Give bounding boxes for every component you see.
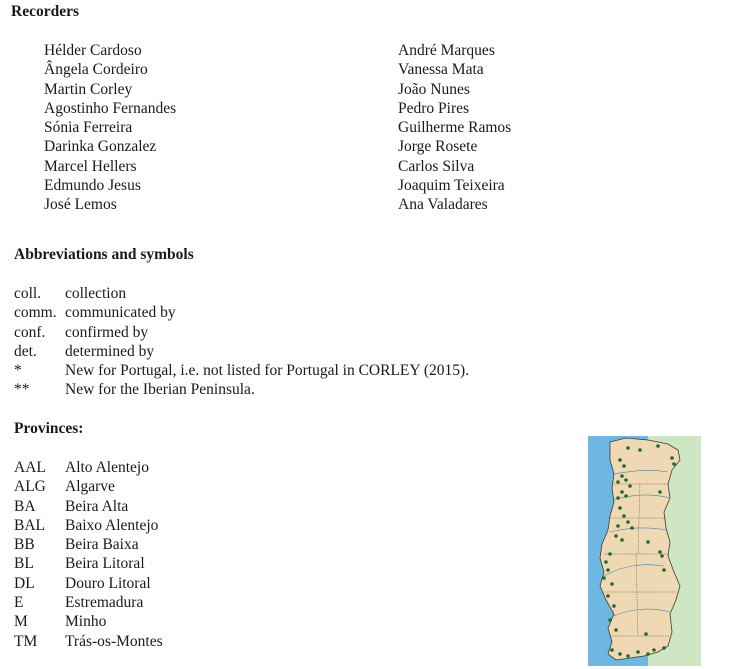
record-dot — [620, 490, 624, 494]
recorder-name: André Marques — [398, 42, 495, 59]
record-dot — [672, 462, 676, 466]
record-dot — [646, 540, 650, 544]
province-code: DL — [14, 574, 35, 592]
record-dot — [658, 490, 662, 494]
province-name: Trás-os-Montes — [65, 632, 163, 650]
abbreviation-term: comm. — [14, 304, 57, 322]
record-dot — [630, 526, 634, 530]
record-dot — [608, 618, 612, 622]
record-dot — [660, 554, 664, 558]
record-dot — [628, 484, 632, 488]
province-name: Minho — [65, 613, 107, 631]
record-dot — [610, 648, 614, 652]
province-code: TM — [14, 632, 38, 650]
record-dot — [618, 652, 622, 656]
abbreviation-term: det. — [14, 342, 37, 360]
abbreviation-term: * — [14, 362, 22, 380]
record-dot — [670, 456, 674, 460]
province-code: BL — [14, 555, 34, 573]
abbreviation-definition: communicated by — [65, 304, 176, 322]
record-dot — [662, 646, 666, 650]
recorder-name: Sónia Ferreira — [44, 119, 133, 137]
abbreviation-definition: New for Portugal, i.e. not listed for Portugal in CORLEY (2015). — [65, 362, 470, 380]
abbreviation-definition: confirmed by — [65, 323, 149, 341]
province-code: ALG — [14, 478, 46, 496]
record-dot — [620, 538, 624, 542]
portugal-distribution-map — [588, 436, 701, 666]
recorder-name: Martin Corley — [44, 80, 133, 98]
record-dot — [606, 568, 610, 572]
recorder-name: Ana Valadares — [398, 196, 488, 214]
recorder-name: João Nunes — [398, 80, 470, 98]
province-name: Beira Litoral — [65, 555, 145, 573]
abbreviation-term: coll. — [14, 285, 42, 302]
record-dot — [656, 444, 660, 448]
province-name: Algarve — [65, 478, 115, 496]
recorders-heading: Recorders — [11, 3, 79, 20]
abbreviation-term: ** — [14, 381, 30, 399]
province-name: Beira Alta — [65, 497, 129, 515]
recorder-name: Carlos Silva — [398, 157, 475, 175]
recorder-name: Jorge Rosete — [398, 138, 478, 156]
recorders-list-left — [44, 41, 176, 215]
province-code: AAL — [14, 459, 46, 476]
record-dot — [616, 524, 620, 528]
record-dot — [622, 514, 626, 518]
recorder-name: Ângela Cordeiro — [44, 61, 148, 79]
record-dot — [604, 560, 608, 564]
record-dot — [624, 478, 628, 482]
record-dot — [622, 464, 626, 468]
record-dot — [614, 534, 618, 538]
record-dot — [638, 448, 642, 452]
record-dot — [662, 568, 666, 572]
recorder-name: Guilherme Ramos — [398, 119, 512, 137]
record-dot — [626, 654, 630, 658]
record-dot — [652, 648, 656, 652]
province-name: Alto Alentejo — [65, 459, 149, 476]
recorder-name: Vanessa Mata — [398, 61, 484, 79]
record-dot — [616, 480, 620, 484]
recorder-name: Joaquim Teixeira — [398, 177, 505, 195]
record-dot — [612, 604, 616, 608]
record-dot — [618, 458, 622, 462]
province-code: BB — [14, 536, 35, 554]
recorder-name: Hélder Cardoso — [44, 42, 142, 59]
province-code: BA — [14, 497, 36, 515]
record-dot — [618, 506, 622, 510]
province-name: Douro Litoral — [65, 574, 151, 592]
province-name: Beira Baixa — [65, 536, 139, 554]
abbreviation-term: conf. — [14, 323, 46, 341]
record-dot — [626, 446, 630, 450]
provinces-heading: Provinces: — [14, 420, 84, 437]
record-dot — [646, 652, 650, 656]
record-dot — [626, 520, 630, 524]
record-dot — [620, 474, 624, 478]
province-code: BAL — [14, 516, 45, 534]
province-name: Baixo Alentejo — [65, 516, 159, 534]
record-dot — [636, 650, 640, 654]
abbreviation-definition: determined by — [65, 342, 155, 360]
record-dot — [658, 550, 662, 554]
abbreviation-definition: collection — [65, 285, 127, 302]
recorder-name: Marcel Hellers — [44, 157, 137, 175]
province-code: E — [14, 594, 24, 612]
province-name: Estremadura — [65, 594, 144, 612]
record-dot — [610, 582, 614, 586]
record-dot — [614, 628, 618, 632]
record-dot — [606, 594, 610, 598]
recorder-name: José Lemos — [44, 196, 117, 214]
record-dot — [602, 576, 606, 580]
recorder-name: Darinka Gonzalez — [44, 138, 157, 156]
record-dot — [608, 552, 612, 556]
record-dot — [616, 496, 620, 500]
province-code: M — [14, 613, 28, 631]
abbreviation-definition: New for the Iberian Peninsula. — [65, 381, 255, 399]
recorder-name: Pedro Pires — [398, 99, 470, 117]
recorder-name: Agostinho Fernandes — [44, 99, 177, 117]
portugal-map-figure — [588, 436, 701, 666]
recorders-list-right — [398, 41, 511, 215]
abbreviations-heading: Abbreviations and symbols — [14, 246, 194, 263]
record-dot — [644, 632, 648, 636]
record-dot — [624, 494, 628, 498]
recorder-name: Edmundo Jesus — [44, 177, 141, 195]
